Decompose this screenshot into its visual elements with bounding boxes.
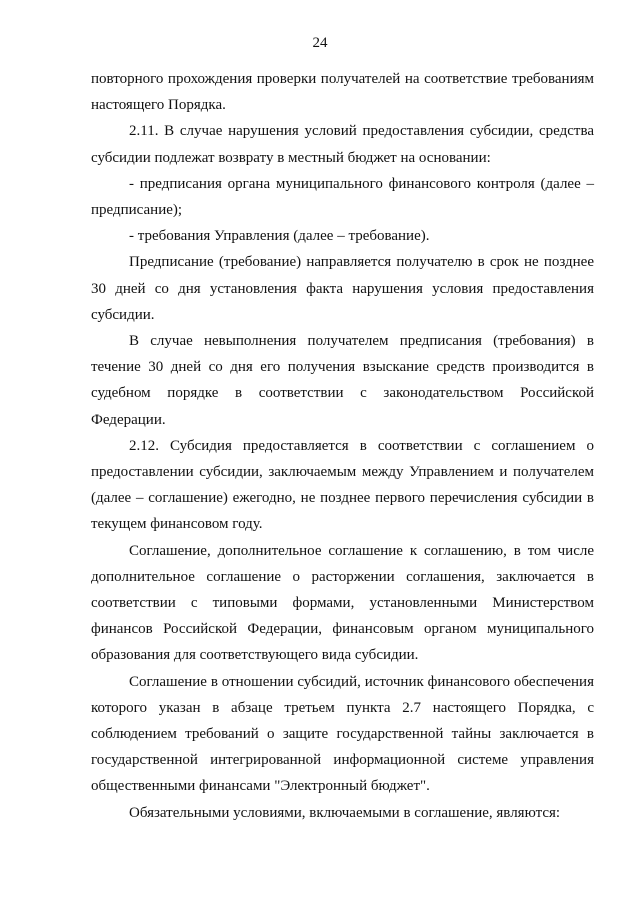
paragraph-prescription-deadline: Предписание (требование) направляется получателю в срок не позднее 30 дней со дня установления факта нарушения условия предоставления субсидии. bbox=[91, 254, 594, 323]
list-item-prescription: - предписания органа муниципального финансового контроля (далее – предписание); bbox=[91, 175, 594, 219]
paragraph-mandatory-conditions: Обязательными условиями, включаемыми в соглашение, являются: bbox=[129, 804, 561, 821]
paragraph-2-12: 2.12. Субсидия предоставляется в соответствии с соглашением о предоставлении субсидии, заключаемым между Управлением и получателем (далее – соглашение) ежегодно, не позднее первого перечисления субсидии в текущем финансовом году. bbox=[91, 437, 594, 533]
document-body bbox=[91, 66, 594, 826]
paragraph-electronic-budget: Соглашение в отношении субсидий, источник финансового обеспечения которого указан в абзаце третьем пункта 2.7 настоящего Порядка, с соблюдением требований о защите государственной тайны заключается в государственной интегрированной информационной системе управления общественными финансами "Электронный бюджет". bbox=[91, 673, 594, 795]
paragraph-agreement-forms: Соглашение, дополнительное соглашение к соглашению, в том числе дополнительное соглашение о расторжении соглашения, заключается в соответствии с типовыми формами, установленными Министерством финансов Российской Федерации, финансовым органом муниципального образования для соответствующего вида субсидии. bbox=[91, 542, 594, 664]
list-item-requirement: - требования Управления (далее – требование). bbox=[129, 228, 430, 245]
paragraph-2-11: 2.11. В случае нарушения условий предоставления субсидии, средства субсидии подлежат возврату в местный бюджет на основании: bbox=[91, 123, 594, 166]
paragraph-continuation: повторного прохождения проверки получателей на соответствие требованиям настоящего Порядка. bbox=[91, 71, 594, 114]
page-number: 24 bbox=[312, 35, 328, 51]
paragraph-non-compliance: В случае невыполнения получателем предписания (требования) в течение 30 дней со дня его получения взыскание средств производится в судебном порядке в соответствии с законодательством Российской Федерации. bbox=[91, 333, 594, 428]
